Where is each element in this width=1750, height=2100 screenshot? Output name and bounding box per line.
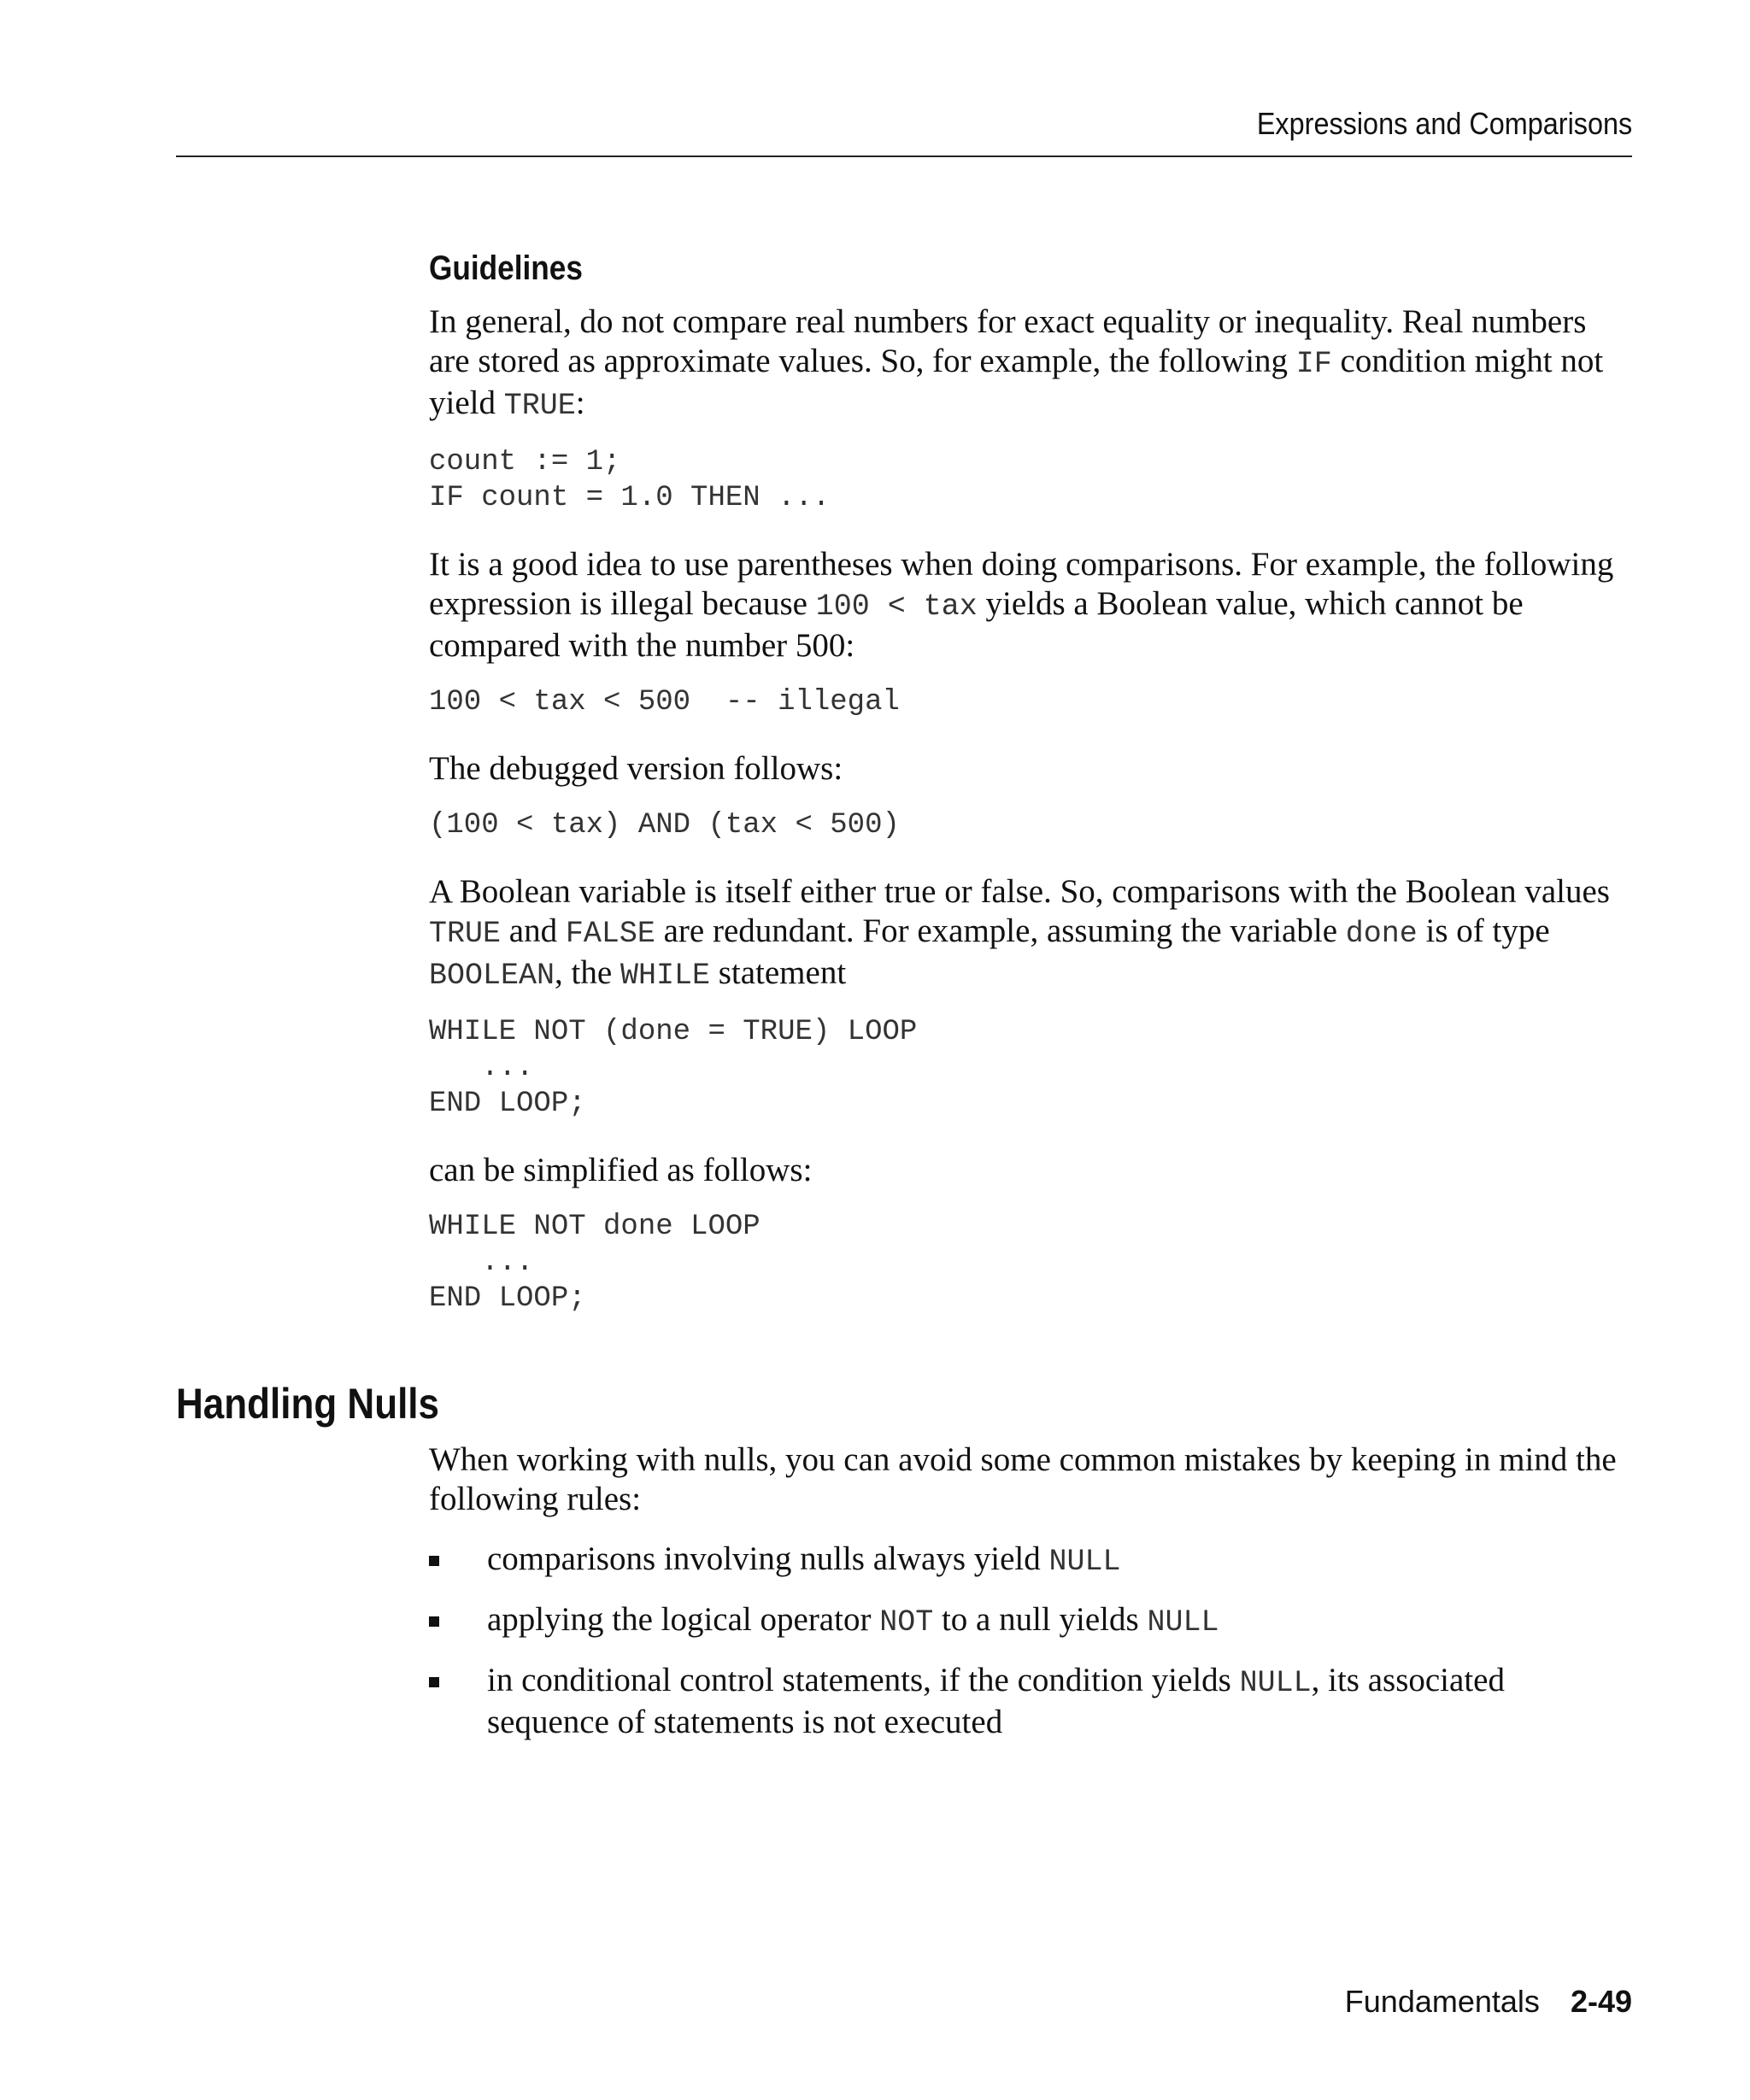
text-run: applying the logical operator	[487, 1601, 880, 1638]
paragraph-simplified: can be simplified as follows:	[429, 1152, 813, 1188]
paragraph-boolean	[429, 872, 1634, 995]
text-run: , its associated sequence of statements is not executed	[487, 1662, 1505, 1740]
nulls-rules-list	[429, 1540, 1634, 1742]
text-run: , the	[555, 954, 620, 991]
header-rule	[176, 155, 1632, 157]
nulls-intro: When working with nulls, you can avoid some common mistakes by keeping in mind the following rules:	[429, 1441, 1617, 1517]
inline-code: NULL	[1048, 1545, 1121, 1579]
code-block-debugged: (100 < tax) AND (tax < 500)	[429, 809, 900, 842]
code-block-count: count := 1; IF count = 1.0 THEN ...	[429, 446, 831, 514]
paragraph-real-numbers	[429, 302, 1634, 425]
bullet-icon	[429, 1556, 439, 1566]
inline-code: TRUE	[503, 389, 576, 423]
footer-section: Fundamentals	[1344, 1984, 1540, 2019]
code-block-while-simple: WHILE NOT done LOOP ... END LOOP;	[429, 1211, 760, 1315]
list-item	[429, 1600, 1634, 1642]
text-run: are redundant. For example, assuming the variable	[655, 912, 1346, 949]
inline-code: BOOLEAN	[429, 959, 555, 993]
guidelines-heading: Guidelines	[429, 249, 583, 287]
list-item	[429, 1661, 1634, 1742]
page-number: 2-49	[1570, 1984, 1632, 2019]
text-run: In general, do not compare real numbers for exact equality or inequality. Real numbers are stored as approximate values. So, for example, the following	[429, 303, 1587, 379]
inline-code: NOT	[879, 1605, 934, 1640]
code-block-illegal: 100 < tax < 500 -- illegal	[429, 686, 900, 719]
bullet-icon	[429, 1616, 439, 1627]
text-run: is of type	[1417, 912, 1550, 949]
inline-code: NULL	[1147, 1605, 1219, 1640]
inline-code: IF	[1295, 347, 1332, 381]
inline-code: done	[1345, 917, 1418, 951]
text-run: A Boolean variable is itself either true or false. So, comparisons with the Boolean values	[429, 873, 1610, 910]
bullet-icon	[429, 1677, 439, 1687]
text-run: It is a good idea to use parentheses when doing comparisons. For example, the following expression is illegal because	[429, 546, 1614, 622]
guidelines-section	[429, 248, 1634, 1317]
text-run: :	[575, 384, 585, 421]
paragraph-debugged: The debugged version follows:	[429, 750, 843, 787]
text-run: condition might not yield	[429, 343, 1604, 421]
paragraph-parentheses	[429, 545, 1634, 666]
text-run: and	[501, 912, 566, 949]
inline-code: FALSE	[565, 917, 655, 951]
text-run: statement	[709, 954, 847, 991]
text-run: yields a Boolean value, which cannot be compared with the number 500:	[429, 585, 1524, 664]
page-footer	[1345, 1984, 1632, 2020]
inline-code: TRUE	[429, 917, 502, 951]
inline-code: 100 < tax	[815, 590, 978, 624]
handling-nulls-section	[429, 1440, 1634, 1761]
text-run: comparisons involving nulls always yield	[487, 1540, 1049, 1577]
running-header: Expressions and Comparisons	[1256, 106, 1632, 141]
inline-code: WHILE	[620, 959, 710, 993]
list-item	[429, 1540, 1634, 1581]
text-run: to a null yields	[933, 1601, 1148, 1638]
handling-nulls-heading: Handling Nulls	[176, 1380, 439, 1428]
text-run: in conditional control statements, if the condition yields	[487, 1662, 1240, 1698]
code-block-while-true: WHILE NOT (done = TRUE) LOOP ... END LOOP;	[429, 1016, 918, 1120]
inline-code: NULL	[1239, 1666, 1312, 1700]
